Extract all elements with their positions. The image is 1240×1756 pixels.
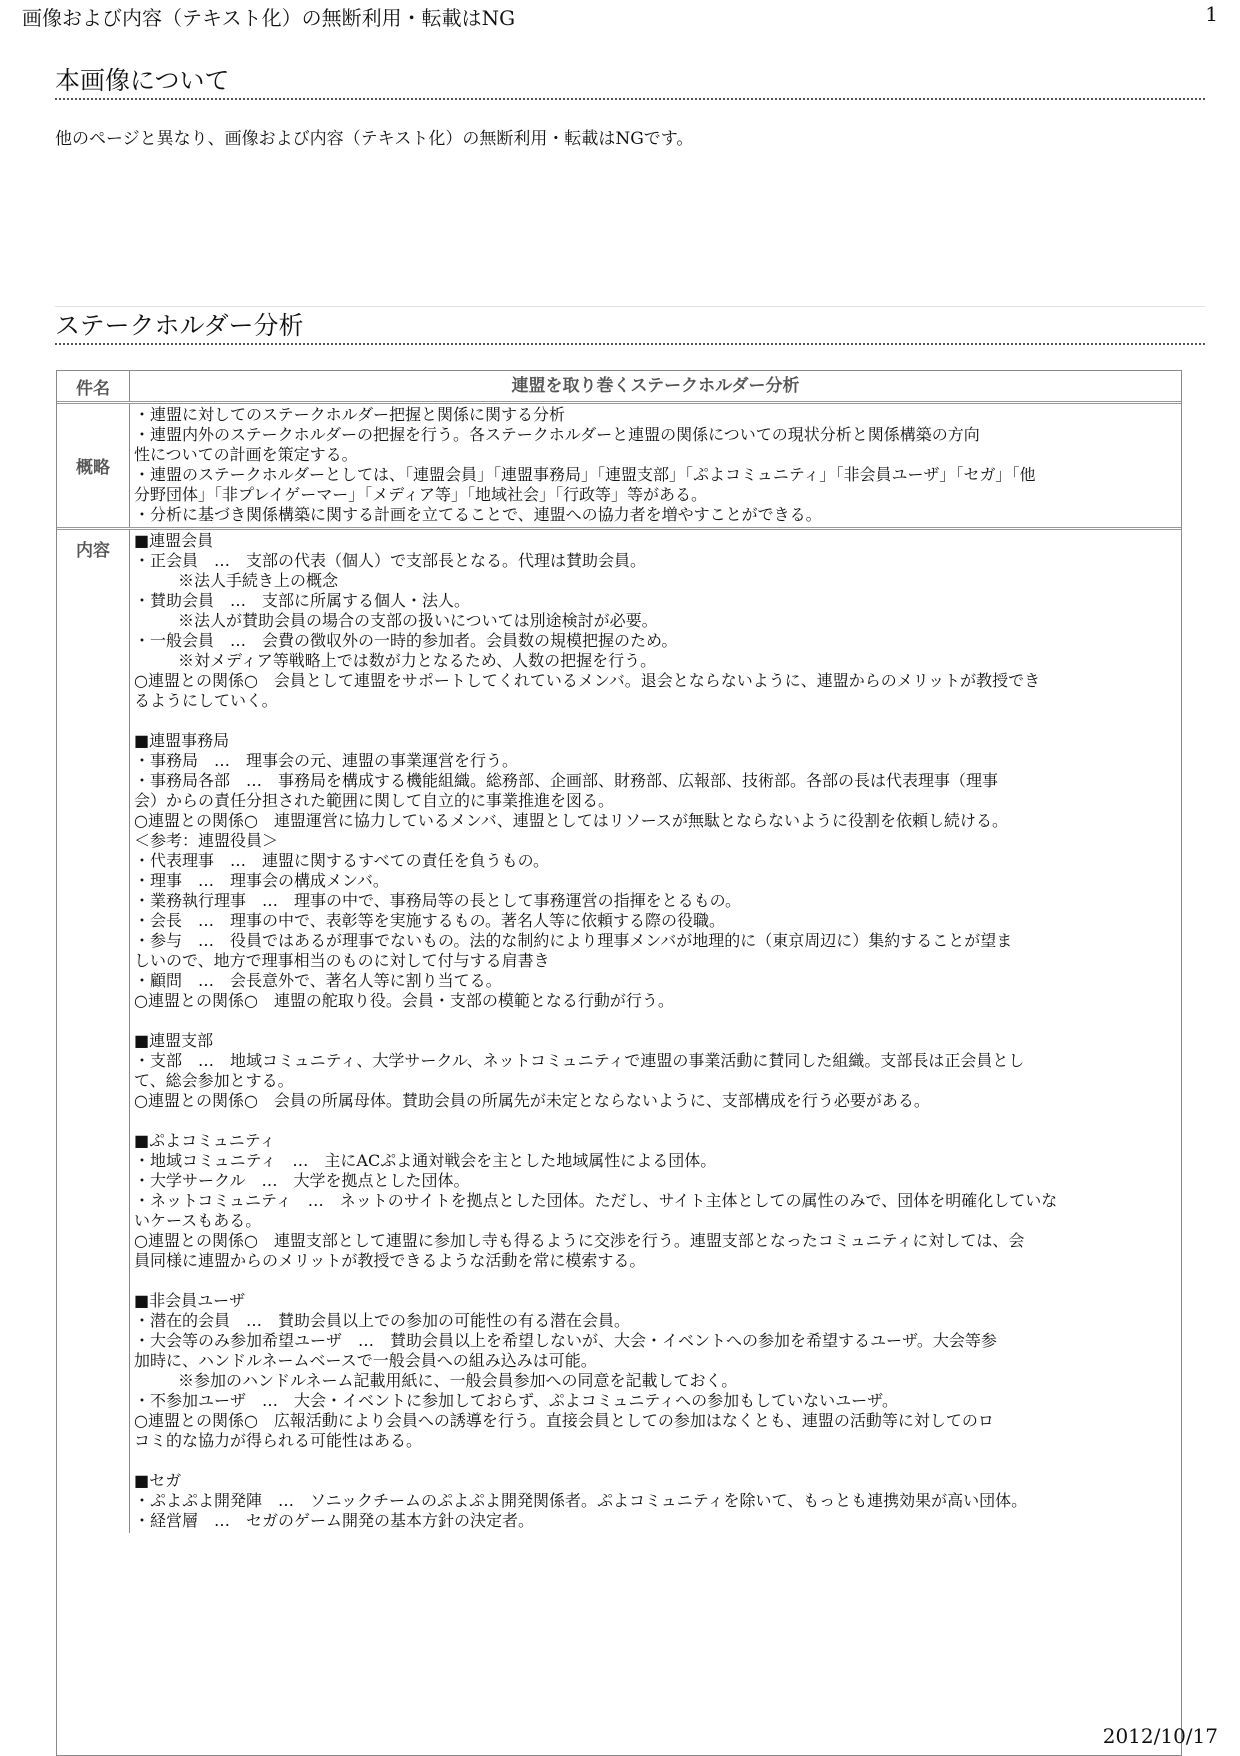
section-heading-stakeholder: ステークホルダー分析 xyxy=(55,307,1205,345)
page-number: 1 xyxy=(1205,2,1218,26)
section-stakeholder xyxy=(55,306,1205,345)
content-line: ○連盟との関係○ 会員として連盟をサポートしてくれているメンバ。退会とならないように、連盟からのメリットが教授でき xyxy=(134,671,1041,690)
content-heading: ■セガ xyxy=(134,1471,182,1490)
table-row-subject xyxy=(57,371,1181,404)
content-line: ・支部 … 地域コミュニティ、大学サークル、ネットコミュニティで連盟の事業活動に賛同した組織。支部長は正会員とし xyxy=(134,1051,1025,1070)
section-heading-about: 本画像について xyxy=(55,62,1205,100)
content-line: ※法人手続き上の概念 xyxy=(178,571,339,590)
summary-line: 分野団体」「非プレイゲーマー」「メディア等」「地域社会」「行政等」等がある。 xyxy=(134,485,707,504)
content-line: ・代表理事 … 連盟に関するすべての責任を負うもの。 xyxy=(134,851,550,870)
row-value-summary xyxy=(130,404,1181,527)
content-line: ※法人が賛助会員の場合の支部の扱いについては別途検討が必要。 xyxy=(178,611,658,630)
content-line: ・地域コミュニティ … 主にACぷよ通対戦会を主とした地域属性による団体。 xyxy=(134,1151,717,1170)
content-line: ・一般会員 … 会費の徴収外の一時的参加者。会員数の規模把握のため。 xyxy=(134,631,678,650)
spacer xyxy=(134,1011,1177,1031)
content-line: ・会長 … 理事の中で、表彰等を実施するもの。著名人等に依頼する際の役職。 xyxy=(134,911,726,930)
content-line: ○連盟との関係○ 連盟支部として連盟に参加し寺も得るように交渉を行う。連盟支部となったコミュニティに対しては、会 xyxy=(134,1231,1025,1250)
content-line: ・顧問 … 会長意外で、著名人等に割り当てる。 xyxy=(134,971,502,990)
content-line: ・事務局 … 理事会の元、連盟の事業運営を行う。 xyxy=(134,751,519,770)
content-line: ○連盟との関係○ 会員の所属母体。賛助会員の所属先が未定とならないように、支部構成を行う必要がある。 xyxy=(134,1091,930,1110)
content-line: ・潜在的会員 … 賛助会員以上での参加の可能性の有る潜在会員。 xyxy=(134,1311,631,1330)
content-line: いケースもある。 xyxy=(134,1211,262,1230)
content-line: ・ぷよぷよ開発陣 … ソニックチームのぷよぷよ開発関係者。ぷよコミュニティを除いて、もっとも連携効果が高い団体。 xyxy=(134,1491,1028,1510)
content-line: コミ的な協力が得られる可能性はある。 xyxy=(134,1431,423,1450)
summary-line: 性についての計画を策定する。 xyxy=(134,445,358,464)
summary-line: ・連盟に対してのステークホルダー把握と関係に関する分析 xyxy=(134,405,566,424)
content-line: ・正会員 … 支部の代表（個人）で支部長となる。代理は賛助会員。 xyxy=(134,551,647,570)
summary-line: ・連盟のステークホルダーとしては、「連盟会員」「連盟事務局」「連盟支部」「ぷよコミュニティ」「非会員ユーザ」「セガ」「他 xyxy=(134,465,1036,484)
summary-line: ・分析に基づき関係構築に関する計画を立てることで、連盟への協力者を増やすことができる。 xyxy=(134,505,822,524)
table-row-content xyxy=(57,530,1181,1533)
spacer xyxy=(134,1111,1177,1131)
content-heading: ■連盟事務局 xyxy=(134,731,230,750)
header-title: 画像および内容（テキスト化）の無断利用・転載はNG xyxy=(22,6,516,30)
content-line: ○連盟との関係○ 連盟の舵取り役。会員・支部の模範となる行動が行う。 xyxy=(134,991,674,1010)
content-heading: ■連盟会員 xyxy=(134,531,214,550)
content-line: しいので、地方で理事相当のものに対して付与する肩書き xyxy=(134,951,550,970)
content-line: ・ネットコミュニティ … ネットのサイトを拠点とした団体。ただし、サイト主体としての属性のみで、団体を明確化していな xyxy=(134,1191,1058,1210)
footer-date: 2012/10/17 xyxy=(1102,1724,1218,1748)
content-line: 会）からの責任分担された範囲に関して自立的に事業推進を図る。 xyxy=(134,791,615,810)
content-heading: ■非会員ユーザ xyxy=(134,1291,246,1310)
analysis-table xyxy=(56,370,1182,1756)
summary-line: ・連盟内外のステークホルダーの把握を行う。各ステークホルダーと連盟の関係についての現状分析と関係構築の方向 xyxy=(134,425,980,444)
content-line: ※対メディア等戦略上では数が力となるため、人数の把握を行う。 xyxy=(178,651,657,670)
content-line: ・不参加ユーザ … 大会・イベントに参加しておらず、ぷよコミュニティへの参加もしていないユーザ。 xyxy=(134,1391,899,1410)
content-line: ・大会等のみ参加希望ユーザ … 賛助会員以上を希望しないが、大会・イベントへの参加を希望するユーザ。大会等参 xyxy=(134,1331,997,1350)
content-line: て、総会参加とする。 xyxy=(134,1071,294,1090)
content-line: ・理事 … 理事会の構成メンバ。 xyxy=(134,871,389,890)
row-label-content: 内容 xyxy=(57,530,130,1533)
content-line: ○連盟との関係○ 広報活動により会員への誘導を行う。直接会員としての参加はなくとも、連盟の活動等に対してのロ xyxy=(134,1411,994,1430)
content-heading: ■ぷよコミュニティ xyxy=(134,1131,276,1150)
content-line: ・大学サークル … 大学を拠点とした団体。 xyxy=(134,1171,470,1190)
content-heading: ■連盟支部 xyxy=(134,1031,214,1050)
content-line: るようにしていく。 xyxy=(134,691,278,710)
table-row-summary xyxy=(57,404,1181,530)
row-label-subject: 件名 xyxy=(57,371,130,401)
spacer xyxy=(134,711,1177,731)
spacer xyxy=(134,1271,1177,1291)
content-line: ・業務執行理事 … 理事の中で、事務局等の長として事務運営の指揮をとるもの。 xyxy=(134,891,742,910)
content-line: ・賛助会員 … 支部に所属する個人・法人。 xyxy=(134,591,471,610)
content-line: ・経営層 … セガのゲーム開発の基本方針の決定者。 xyxy=(134,1511,535,1530)
content-line: ○連盟との関係○ 連盟運営に協力しているメンバ、連盟としてはリソースが無駄とならないように役割を依頼し続ける。 xyxy=(134,811,1009,830)
content-line: ・事務局各部 … 事務局を構成する機能組織。総務部、企画部、財務部、広報部、技術部。各部の長は代表理事（理事 xyxy=(134,771,999,790)
content-line: ※参加のハンドルネーム記載用紙に、一般会員参加への同意を記載しておく。 xyxy=(178,1371,738,1390)
row-label-summary: 概略 xyxy=(57,404,130,527)
section-about xyxy=(55,62,1205,100)
content-line: 員同様に連盟からのメリットが教授できるような活動を常に模索する。 xyxy=(134,1251,646,1270)
content-line: ＜参考：連盟役員＞ xyxy=(134,831,279,850)
row-value-content xyxy=(130,530,1181,1533)
intro-text: 他のページと異なり、画像および内容（テキスト化）の無断利用・転載はNGです。 xyxy=(55,129,694,149)
content-line: 加時に、ハンドルネームベースで一般会員への組み込みは可能。 xyxy=(134,1351,597,1370)
spacer xyxy=(134,1451,1177,1471)
row-value-subject: 連盟を取り巻くステークホルダー分析 xyxy=(511,376,800,396)
content-line: ・参与 … 役員ではあるが理事でないもの。法的な制約により理事メンバが地理的に（東京周辺に）集約することが望ま xyxy=(134,931,1013,950)
